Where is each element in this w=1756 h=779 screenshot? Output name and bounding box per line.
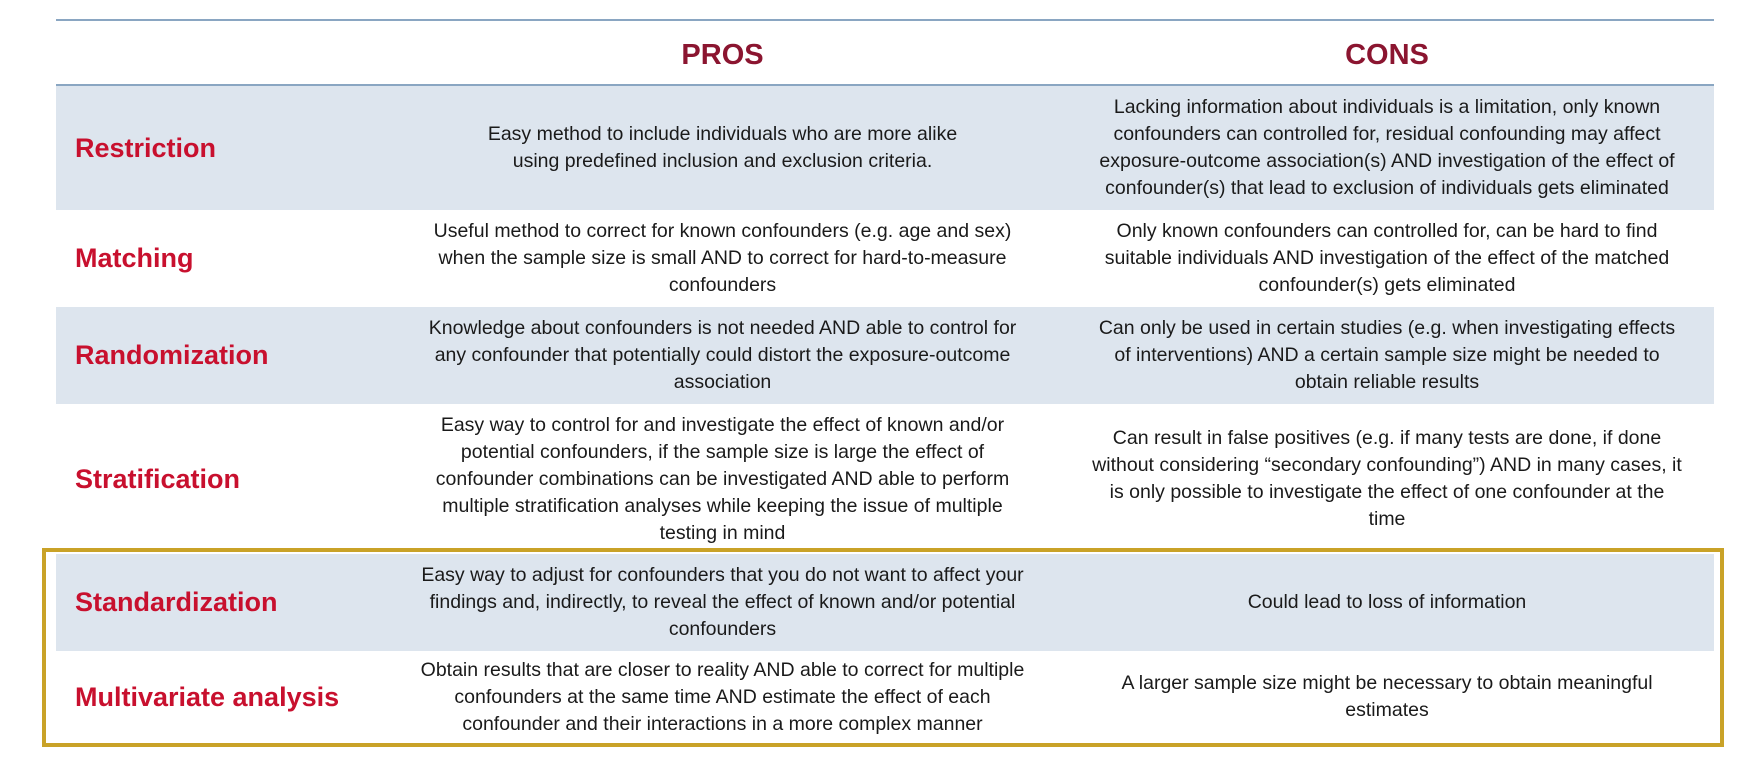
cons-cell bbox=[1070, 404, 1704, 554]
cons-text: Can result in false positives (e.g. if many tests are done, if done without considering “secondary confounding”) AND in many cases, it is only possible to investigate the effect of one confounder at the time bbox=[1092, 427, 1682, 530]
pros-cell bbox=[400, 404, 1045, 554]
pros-cell bbox=[400, 210, 1045, 307]
method-label: Restriction bbox=[75, 132, 217, 163]
cons-text: Lacking information about individuals is a limitation, only known confounders can controlled for, residual confounding may affect exposure-outcome association(s) AND investigation of the effect of confounder(s) that lead to exclusion of individuals gets eliminated bbox=[1099, 96, 1675, 199]
cons-text: Could lead to loss of information bbox=[1247, 591, 1527, 613]
method-label: Randomization bbox=[75, 340, 269, 370]
method-label: Standardization bbox=[75, 587, 278, 617]
cons-cell bbox=[1070, 210, 1704, 307]
table-top-rule bbox=[56, 19, 1714, 21]
table-row-multivariate-analysis bbox=[56, 651, 1714, 743]
pros-text: Easy way to control for and investigate the effect of known and/or potential confounders, if the sample size is large the effect of confounder combinations can be investigated AND able to perform multiple stratification analyses while keeping the issue of multiple testing in mind bbox=[435, 413, 1010, 544]
pros-text: Knowledge about confounders is not needed AND able to control for any confounder that potentially could distort the exposure-outcome association bbox=[428, 317, 1017, 393]
cons-cell bbox=[1070, 651, 1704, 743]
cons-text: Can only be used in certain studies (e.g. when investigating effects of interventions) AND a certain sample size might be needed to obtain reliable results bbox=[1098, 317, 1676, 393]
cons-column-header: CONS bbox=[1345, 39, 1429, 71]
pros-cell bbox=[400, 651, 1045, 743]
pros-text: Easy method to include individuals who are more alike using predefined inclusion and exclusion criteria. bbox=[487, 123, 958, 172]
cons-cell bbox=[1070, 307, 1704, 404]
table-row-matching bbox=[56, 210, 1714, 307]
pros-column-header: PROS bbox=[681, 39, 764, 71]
cons-cell bbox=[1070, 554, 1704, 651]
pros-cell bbox=[400, 307, 1045, 404]
cons-text: A larger sample size might be necessary to obtain meaningful estimates bbox=[1121, 672, 1653, 721]
table-row-standardization bbox=[56, 554, 1714, 651]
method-label: Matching bbox=[75, 243, 194, 273]
cons-cell bbox=[1070, 86, 1704, 210]
cons-text: Only known confounders can controlled for, can be hard to find suitable individuals AND investigation of the effect of the matched confounder(s) gets eliminated bbox=[1104, 220, 1670, 296]
table-row-stratification bbox=[56, 404, 1714, 554]
pros-cell bbox=[400, 86, 1045, 210]
pros-cell bbox=[400, 554, 1045, 651]
table-row-restriction bbox=[56, 86, 1714, 210]
pros-text: Useful method to correct for known confounders (e.g. age and sex) when the sample size is small AND to correct for hard-to-measure confounders bbox=[433, 220, 1012, 296]
pros-text: Obtain results that are closer to reality AND able to correct for multiple confounders at the same time AND estimate the effect of each confounder and their interactions in a more complex manner bbox=[420, 658, 1025, 735]
method-label: Multivariate analysis bbox=[75, 681, 340, 712]
method-label: Stratification bbox=[75, 463, 241, 494]
pros-text: Easy way to adjust for confounders that you do not want to affect your findings and, indirectly, to reveal the effect of known and/or potential confounders bbox=[421, 564, 1024, 640]
table-row-randomization bbox=[56, 307, 1714, 404]
